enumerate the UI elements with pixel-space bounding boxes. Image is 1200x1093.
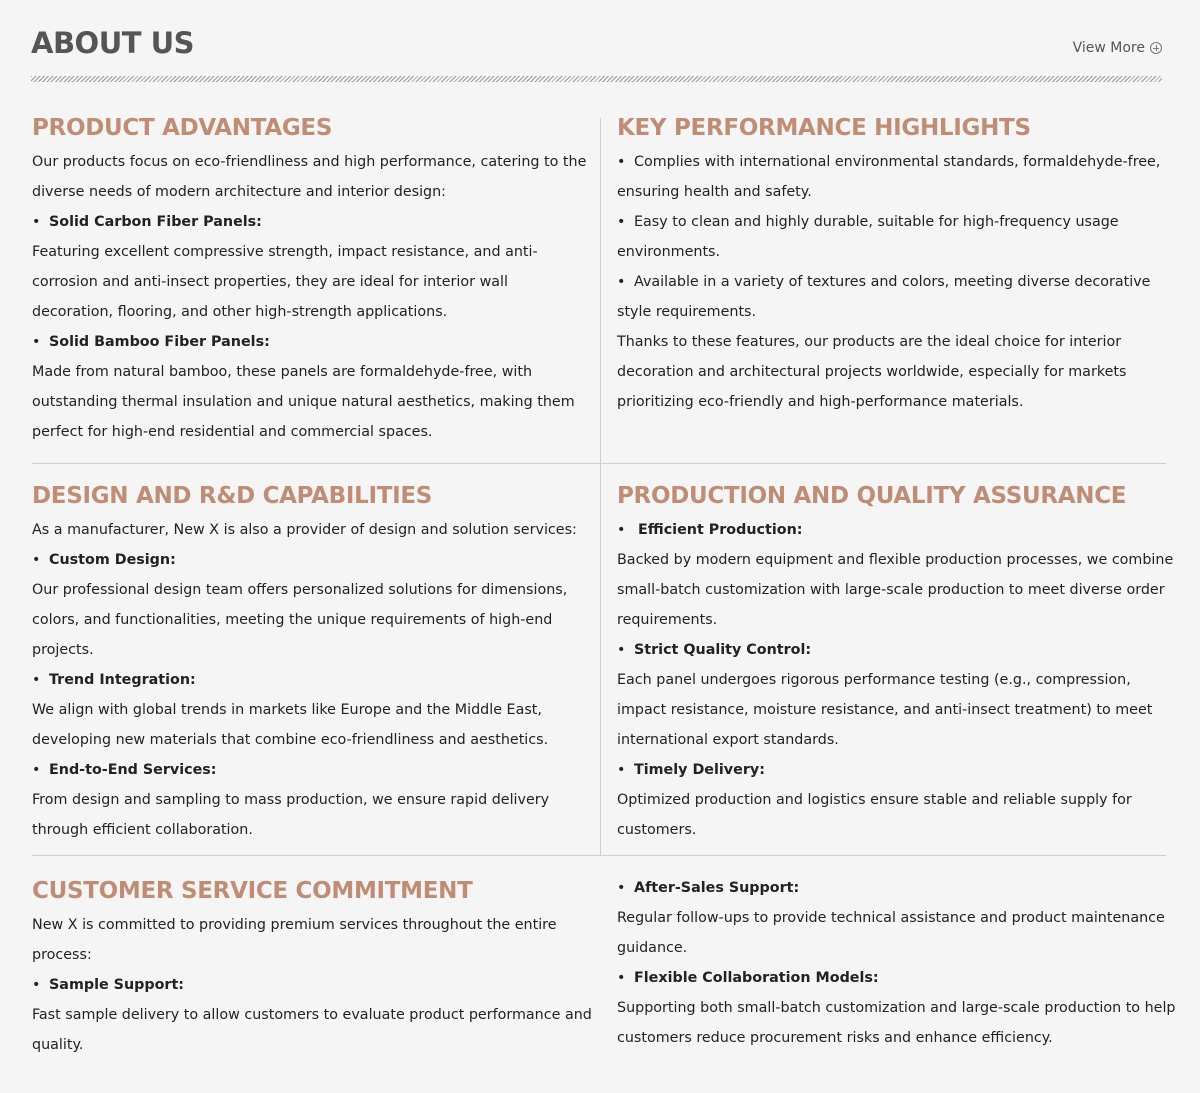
bullet-icon: • [32, 214, 41, 230]
bullet-icon: • [617, 274, 626, 290]
bullet-label: • Flexible Collaboration Models: [617, 963, 1182, 993]
page-title: ABOUT US [31, 26, 195, 60]
section-production-quality [617, 484, 1182, 845]
bullet-text: Optimized production and logistics ensure stable and reliable supply for customers. [617, 792, 1132, 838]
highlight-item: • Complies with international environmental standards, formaldehyde-free, ensuring health and safety. [617, 147, 1182, 207]
bullet-label: • After-Sales Support: [617, 873, 1182, 903]
column-divider [600, 118, 601, 855]
row-divider [32, 855, 1166, 856]
section-product-advantages [32, 116, 592, 447]
bullet-icon: • [32, 977, 41, 993]
section-intro: As a manufacturer, New X is also a provider of design and solution services: [32, 522, 577, 538]
section-title: DESIGN AND R&D CAPABILITIES [32, 483, 433, 509]
section-customer-service-continued [617, 873, 1182, 1053]
circle-plus-icon [1150, 42, 1162, 54]
section-design-rd [32, 484, 592, 845]
bullet-text: Our professional design team offers personalized solutions for dimensions, colors, and functionalities, meeting the unique requirements of high-end projects. [32, 582, 568, 658]
view-more-label: View More [1072, 40, 1145, 56]
bullet-icon: • [32, 672, 41, 688]
section-intro: New X is committed to providing premium services throughout the entire process: [32, 917, 557, 963]
hatched-divider [31, 76, 1162, 82]
bullet-text: Made from natural bamboo, these panels are formaldehyde-free, with outstanding thermal insulation and unique natural aesthetics, making them perfect for high-end residential and commercial spaces. [32, 364, 575, 440]
bullet-text: Regular follow-ups to provide technical assistance and product maintenance guidance. [617, 910, 1165, 956]
bullet-icon: • [617, 522, 626, 538]
section-outro: Thanks to these features, our products are the ideal choice for interior decoration and architectural projects worldwide, especially for markets prioritizing eco-friendly and high-performance materials. [617, 334, 1127, 410]
bullet-label: • End-to-End Services: [32, 755, 592, 785]
highlight-item: • Easy to clean and highly durable, suitable for high-frequency usage environments. [617, 207, 1182, 267]
bullet-text: Supporting both small-batch customization and large-scale production to help customers reduce procurement risks and enhance efficiency. [617, 1000, 1176, 1046]
highlight-item: • Available in a variety of textures and colors, meeting diverse decorative style requirements. [617, 267, 1182, 327]
bullet-icon: • [32, 762, 41, 778]
bullet-icon: • [32, 334, 41, 350]
bullet-icon: • [617, 214, 626, 230]
bullet-icon: • [617, 970, 626, 986]
bullet-label: • Efficient Production: [617, 515, 1182, 545]
bullet-label: • Sample Support: [32, 970, 592, 1000]
section-intro: Our products focus on eco-friendliness and high performance, catering to the diverse needs of modern architecture and interior design: [32, 154, 587, 200]
bullet-icon: • [617, 762, 626, 778]
section-title: PRODUCT ADVANTAGES [32, 115, 333, 141]
bullet-label: • Strict Quality Control: [617, 635, 1182, 665]
bullet-label: • Solid Carbon Fiber Panels: [32, 207, 592, 237]
bullet-text: We align with global trends in markets like Europe and the Middle East, developing new materials that combine eco-friendliness and aesthetics. [32, 702, 549, 748]
view-more-link[interactable] [1073, 40, 1162, 56]
bullet-label: • Custom Design: [32, 545, 592, 575]
bullet-text: Each panel undergoes rigorous performance testing (e.g., compression, impact resistance, moisture resistance, and anti-insect treatment) to meet international export standards. [617, 672, 1153, 748]
bullet-text: From design and sampling to mass production, we ensure rapid delivery through efficient collaboration. [32, 792, 550, 838]
bullet-text: Featuring excellent compressive strength, impact resistance, and anti-corrosion and anti-insect properties, they are ideal for interior wall decoration, flooring, and other high-strength applications. [32, 244, 538, 320]
bullet-label: • Solid Bamboo Fiber Panels: [32, 327, 592, 357]
section-title: CUSTOMER SERVICE COMMITMENT [32, 878, 473, 904]
bullet-icon: • [32, 552, 41, 568]
bullet-text: Fast sample delivery to allow customers to evaluate product performance and quality. [32, 1007, 592, 1053]
bullet-label: • Timely Delivery: [617, 755, 1182, 785]
bullet-text: Backed by modern equipment and flexible production processes, we combine small-batch customization with large-scale production to meet diverse order requirements. [617, 552, 1174, 628]
section-title: KEY PERFORMANCE HIGHLIGHTS [617, 115, 1031, 141]
section-title: PRODUCTION AND QUALITY ASSURANCE [617, 483, 1127, 509]
bullet-label: • Trend Integration: [32, 665, 592, 695]
section-key-performance [617, 116, 1182, 417]
bullet-icon: • [617, 642, 626, 658]
bullet-icon: • [617, 154, 626, 170]
section-customer-service [32, 879, 592, 1060]
row-divider [32, 463, 1166, 464]
bullet-icon: • [617, 880, 626, 896]
